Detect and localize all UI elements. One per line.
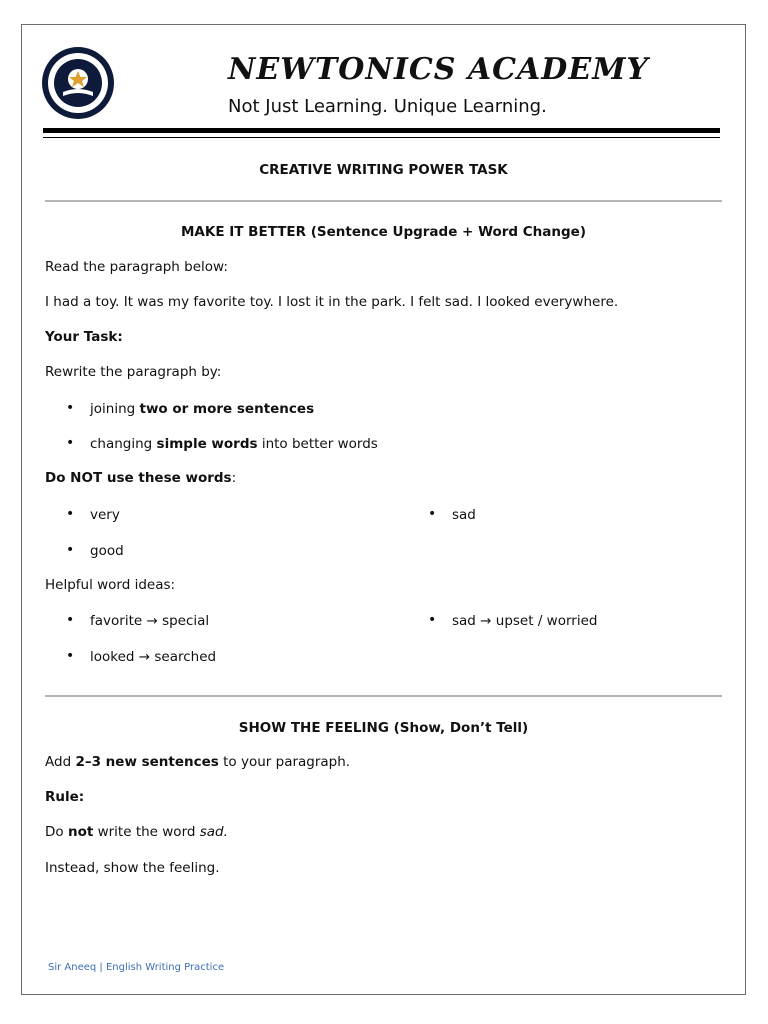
academy-tagline: Not Just Learning. Unique Learning. (228, 96, 547, 117)
page-title: CREATIVE WRITING POWER TASK (259, 162, 508, 178)
donot-label: Do NOT use these words: (45, 470, 237, 486)
header-divider-thin (43, 137, 720, 138)
bullet-dot: • (66, 648, 75, 664)
section-divider (45, 695, 722, 697)
bullet-dot: • (66, 435, 75, 451)
bullet-dot: • (66, 506, 75, 522)
bullet-dot: • (66, 400, 75, 416)
rule-text: Do not write the word sad. (45, 824, 228, 840)
forbidden-word: very (90, 507, 120, 523)
helpful-label: Helpful word ideas: (45, 577, 176, 593)
task-bullet: changing simple words into better words (90, 436, 378, 452)
task-bullet: joining two or more sentences (90, 401, 315, 417)
academy-logo (41, 46, 115, 120)
rule-label: Rule: (45, 789, 85, 805)
forbidden-word: good (90, 543, 124, 559)
word-idea: sad → upset / worried (452, 613, 598, 629)
section1-heading: MAKE IT BETTER (Sentence Upgrade + Word Change) (180, 224, 586, 240)
add-sentences-instruction: Add 2–3 new sentences to your paragraph. (45, 754, 351, 770)
section2-heading: SHOW THE FEELING (Show, Don’t Tell) (238, 720, 529, 736)
academy-name: NEWTONICS ACADEMY (228, 52, 649, 87)
sample-paragraph: I had a toy. It was my favorite toy. I lost it in the park. I felt sad. I looked everywhere. (45, 294, 619, 310)
bullet-dot: • (66, 612, 75, 628)
bullet-dot: • (428, 612, 437, 628)
word-idea: looked → searched (90, 649, 217, 665)
rewrite-intro: Rewrite the paragraph by: (45, 364, 222, 380)
word-idea: favorite → special (90, 613, 210, 629)
footer-credit: Sir Aneeq | English Writing Practice (48, 962, 225, 973)
forbidden-word: sad (452, 507, 476, 523)
task-label: Your Task: (45, 329, 123, 345)
bullet-dot: • (428, 506, 437, 522)
instead-text: Instead, show the feeling. (45, 860, 220, 876)
bullet-dot: • (66, 542, 75, 558)
section-divider (45, 200, 722, 202)
header-divider-thick (43, 128, 720, 133)
section1-intro: Read the paragraph below: (45, 259, 228, 275)
